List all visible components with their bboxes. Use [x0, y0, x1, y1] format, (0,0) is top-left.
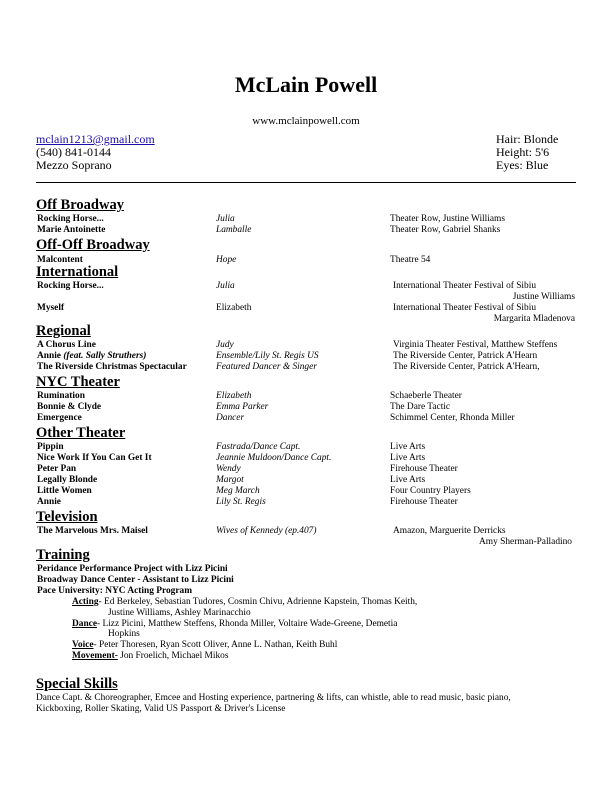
credit-row: Myself Elizabeth International Theater Festival of Sibiu	[37, 303, 537, 313]
candidate-name: McLain Powell	[234, 72, 378, 97]
credit-row-continued: Margarita Mladenova	[493, 314, 575, 324]
email-link[interactable]: mclain1213@gmail.com	[36, 132, 155, 146]
credit-row-continued: Amy Sherman-Palladino	[479, 537, 572, 547]
section-training: Training	[36, 547, 90, 563]
training-voice: Voice- Peter Thoresen, Ryan Scott Oliver, Anne L. Nathan, Keith Buhl	[72, 640, 338, 650]
training-line: Broadway Dance Center - Assistant to Lizz Picini	[37, 575, 234, 585]
phone-text: (540) 841-0144	[36, 145, 111, 159]
training-movement: Movement- Jon Froelich, Michael Mikos	[72, 651, 229, 661]
section-international: International	[36, 264, 119, 280]
credit-row: Annie Lily St. Regis Firehouse Theater	[37, 497, 458, 507]
credit-row: The Marvelous Mrs. Maisel Wives of Kennedy (ep.407) Amazon, Marguerite Derricks	[37, 526, 506, 536]
height-stat: Height: 5'6	[496, 145, 550, 159]
section-special-skills: Special Skills	[36, 676, 118, 692]
credit-row: Rocking Horse... Julia Theater Row, Justine Williams	[37, 214, 505, 224]
credit-row: Malcontent Hope Theatre 54	[37, 255, 431, 265]
training-line: Peridance Performance Project with Lizz Picini	[37, 564, 228, 574]
credit-row: Emergence Dancer Schimmel Center, Rhonda Miller	[37, 413, 515, 423]
credit-row-continued: Justine Williams	[512, 292, 575, 302]
training-dance: Dance- Lizz Picini, Matthew Steffens, Rhonda Miller, Voltaire Wade-Greene, Demetia	[72, 619, 398, 629]
credit-row: Bonnie & Clyde Emma Parker The Dare Tactic	[37, 402, 451, 412]
header-divider	[36, 182, 576, 183]
training-acting: Acting- Ed Berkeley, Sebastian Tudores, Cosmin Chivu, Adrienne Kapstein, Thomas Keith,	[72, 597, 418, 607]
credit-row: Marie Antoinette Lamballe Theater Row, Gabriel Shanks	[37, 225, 501, 235]
credit-row: Nice Work If You Can Get It Jeannie Muldoon/Dance Capt. Live Arts	[37, 453, 426, 463]
section-other-theater: Other Theater	[36, 425, 126, 441]
training-acting-continued: Justine Williams, Ashley Marinacchio	[108, 608, 251, 618]
credit-row: Rumination Elizabeth Schaeberle Theater	[37, 391, 462, 401]
hair-stat: Hair: Blonde	[496, 132, 559, 146]
skills-line: Dance Capt. & Choreographer, Emcee and Hosting experience, partnering & lifts, can whistle, able to read music, basic piano,	[36, 693, 511, 703]
credit-row: Little Women Meg March Four Country Players	[37, 486, 471, 496]
section-regional: Regional	[36, 323, 91, 339]
credit-row: A Chorus Line Judy Virginia Theater Festival, Matthew Steffens	[37, 340, 558, 350]
section-off-off-broadway: Off-Off Broadway	[36, 237, 150, 253]
credit-row: Rocking Horse... Julia International Theater Festival of Sibiu	[37, 281, 537, 291]
training-dance-continued: Hopkins	[108, 629, 140, 639]
credit-row: The Riverside Christmas Spectacular Featured Dancer & Singer The Riverside Center, Patrick A'Hearn,	[37, 362, 540, 372]
section-television: Television	[36, 509, 98, 525]
credit-row: Legally Blonde Margot Live Arts	[37, 475, 426, 485]
credit-row: Pippin Fastrada/Dance Capt. Live Arts	[37, 442, 426, 452]
credit-row: Peter Pan Wendy Firehouse Theater	[37, 464, 458, 474]
section-nyc-theater: NYC Theater	[36, 374, 120, 390]
eyes-stat: Eyes: Blue	[496, 158, 549, 172]
website-text: www.mclainpowell.com	[252, 115, 360, 127]
skills-line: Kickboxing, Roller Skating, Valid US Passport & Driver's License	[36, 704, 286, 714]
training-line: Pace University: NYC Acting Program	[37, 586, 192, 596]
section-off-broadway: Off Broadway	[36, 197, 124, 213]
voice-type: Mezzo Soprano	[36, 158, 112, 172]
credit-row: Annie (feat. Sally Struthers) Ensemble/Lily St. Regis US The Riverside Center, Patrick A'Hearn	[37, 351, 538, 361]
